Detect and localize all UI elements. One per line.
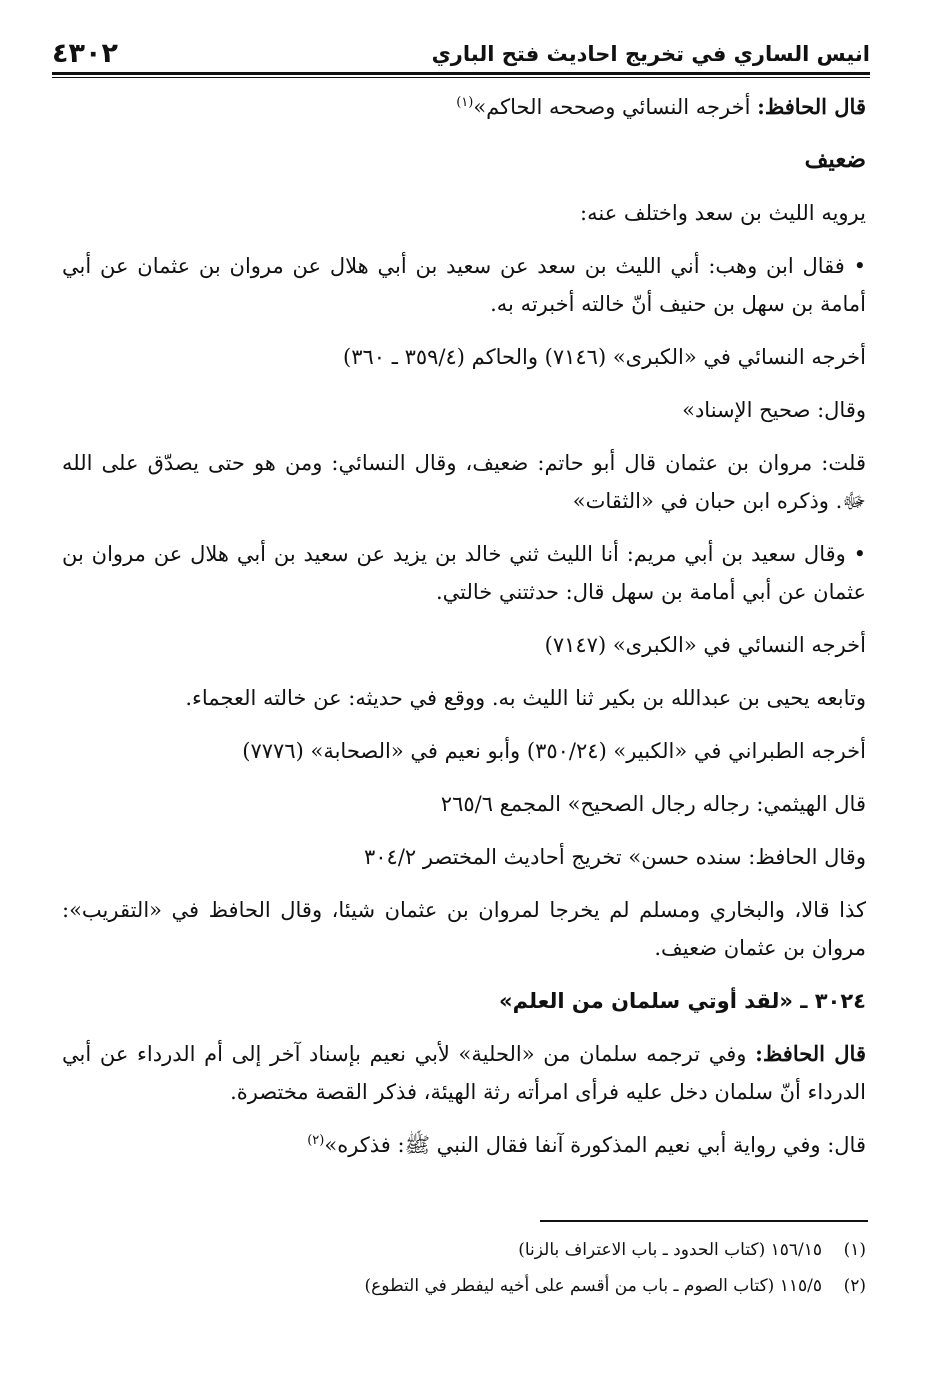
paragraph: وتابعه يحيى بن عبدالله بن بكير ثنا الليث به. ووقع في حديثه: عن خالته العجماء. bbox=[185, 686, 866, 710]
paragraph: كذا قالا، والبخاري ومسلم لم يخرجا لمروان بن عثمان شيئا، وقال الحافظ في «التقريب»: مروان بن عثمان ضعيف. bbox=[62, 898, 866, 960]
paragraph-text: وفي ترجمه سلمان من «الحلية» لأبي نعيم بإسناد آخر إلى أم الدرداء عن أبي الدرداء أنّ سلمان دخل عليه فرأى امرأته رثة الهيئة، فذكر القصة مختصرة. bbox=[62, 1042, 866, 1104]
paragraph bbox=[62, 1126, 866, 1164]
footnote-rule bbox=[540, 1220, 868, 1222]
paragraph: وقال الحافظ: سنده حسن» تخريج أحاديث المختصر ٣٠٤/٢ bbox=[364, 845, 866, 869]
paragraph: • فقال ابن وهب: أني الليث بن سعد عن سعيد بن أبي هلال عن مروان بن عثمان عن أبي أمامة بن سهل بن حنيف أنّ خالته أخبرته به. bbox=[62, 254, 866, 316]
paragraph: وقال: صحيح الإسناد» bbox=[682, 398, 866, 422]
footnote-ref: (٢) bbox=[307, 1133, 325, 1148]
header-rule bbox=[52, 72, 870, 75]
footnote-text: ١٥٦/١٥ (كتاب الحدود ـ باب الاعتراف بالزنا) bbox=[518, 1240, 822, 1260]
paragraph bbox=[62, 1035, 866, 1111]
section-heading: ضعيف bbox=[804, 146, 866, 173]
footnote bbox=[62, 1232, 866, 1268]
paragraph: قال الهيثمي: رجاله رجال الصحيح» المجمع ٢٦٥/٦ bbox=[440, 792, 866, 816]
header-rule-thin bbox=[52, 77, 870, 78]
hadith-heading: ٣٠٢٤ ـ «لقد أوتي سلمان من العلم» bbox=[499, 989, 866, 1013]
footnotes bbox=[62, 1232, 866, 1304]
paragraph: • وقال سعيد بن أبي مريم: أنا الليث ثني خالد بن يزيد عن سعيد بن أبي هلال عن مروان بن عثمان عن أبي أمامة بن سهل قال: حدثتني خالتي. bbox=[62, 542, 866, 604]
paragraph: يرويه الليث بن سعد واختلف عنه: bbox=[580, 201, 866, 225]
page-number: ٤٣٠٢ bbox=[52, 38, 118, 69]
paragraph: أخرجه النسائي في «الكبرى» (٧١٤٧) bbox=[544, 633, 866, 657]
running-title: انيس الساري في تخريج احاديث فتح الباري bbox=[431, 42, 870, 66]
paragraph: أخرجه الطبراني في «الكبير» (٣٥٠/٢٤) وأبو نعيم في «الصحابة» (٧٧٧٦) bbox=[242, 739, 866, 763]
paragraph: قلت: مروان بن عثمان قال أبو حاتم: ضعيف، وقال النسائي: ومن هو حتى يصدّق على الله ﷻ. وذكره ابن حبان في «الثقات» bbox=[62, 451, 866, 513]
footnote-text: ١١٥/٥ (كتاب الصوم ـ باب من أقسم على أخيه ليفطر في التطوع) bbox=[364, 1276, 822, 1296]
footnote-number: (٢) bbox=[843, 1276, 866, 1296]
page-header bbox=[52, 26, 870, 70]
footnote bbox=[62, 1268, 866, 1304]
paragraph-text: قال: وفي رواية أبي نعيم المذكورة آنفا فقال النبي ﷺ: فذكره» bbox=[324, 1133, 866, 1157]
paragraph: أخرجه النسائي في «الكبرى» (٧١٤٦) والحاكم (٣٥٩/٤ ـ ٣٦٠) bbox=[343, 345, 866, 369]
main-text bbox=[62, 88, 866, 1179]
footnote-ref: (١) bbox=[456, 95, 474, 110]
speaker-label: قال الحافظ: bbox=[757, 94, 866, 119]
footnote-number: (١) bbox=[843, 1240, 866, 1260]
paragraph-text: أخرجه النسائي وصححه الحاكم» bbox=[473, 95, 758, 119]
paragraph bbox=[62, 88, 866, 126]
speaker-label: قال الحافظ: bbox=[755, 1041, 866, 1066]
